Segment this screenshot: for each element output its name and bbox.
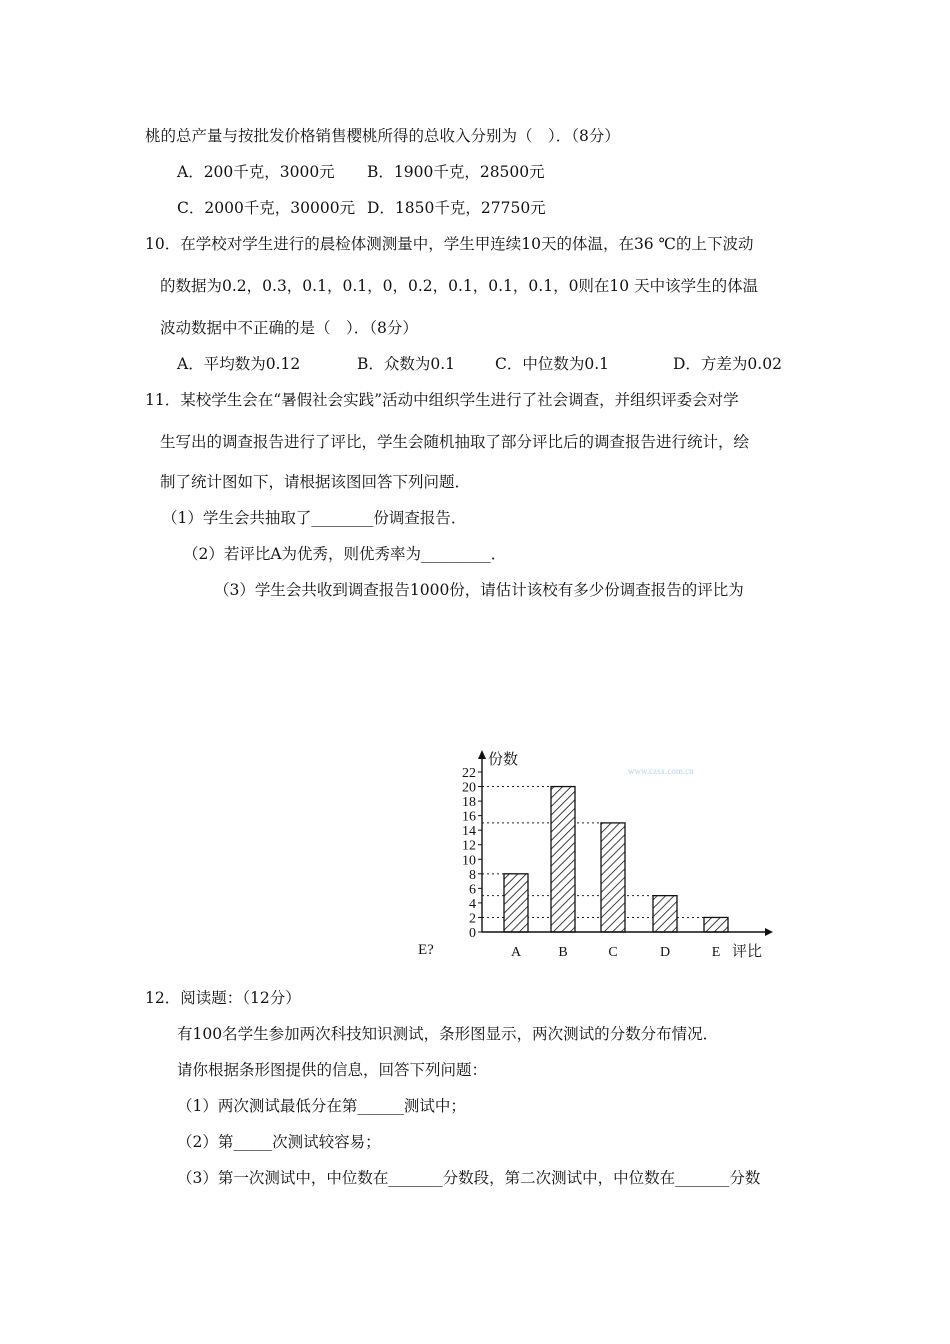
q12-heading: 12．阅读题：（12分）: [145, 989, 301, 1007]
q10-options-row: [177, 354, 782, 374]
y-tick-label-18: 18: [462, 795, 476, 811]
q9-option-a: A．200千克，3000元: [177, 163, 335, 181]
y-tick-label-14: 14: [462, 824, 476, 840]
x-tick-label-A: A: [510, 945, 522, 960]
watermark-text: www.czsx.com.cn: [628, 766, 694, 776]
q12-sub-question-3: （3）第一次测试中，中位数在_______分数段，第二次测试中，中位数在_______分数: [177, 1169, 761, 1187]
q11-stem-line-3: 制了统计图如下，请根据该图回答下列问题．: [160, 473, 471, 491]
y-tick-label-0: 0: [469, 926, 476, 941]
y-axis-label: 份数: [488, 752, 519, 768]
y-axis-arrow: [478, 750, 486, 759]
q11-sub-question-2: （2）若评比A为优秀，则优秀率为_________．: [183, 545, 507, 563]
x-tick-label-D: D: [659, 945, 671, 960]
q9-options-row-1: [177, 162, 545, 182]
y-tick-label-4: 4: [469, 896, 476, 912]
q11-sub-question-3: （3）学生会共收到调查报告1000份，请估计该校有多少份调查报告的评比为: [214, 581, 744, 599]
report-rating-bar-chart: [420, 742, 780, 967]
q9-options-row-2: [177, 198, 546, 218]
bar-E: [704, 917, 728, 932]
q12-sub-question-1: （1）两次测试最低分在第______测试中；: [177, 1097, 466, 1115]
bar-A: [504, 874, 528, 932]
bar-B: [551, 787, 575, 932]
q9-stem-line: 桃的总产量与按批发价格销售樱桃所得的总收入分别为（ ）．（8分）: [145, 127, 620, 145]
q10-stem-line-2: 的数据为0.2，0.3，0.1，0.1，0，0.2，0.1，0.1，0.1，0则在10 天中该学生的体温: [160, 277, 759, 295]
x-tick-label-E: E: [711, 945, 721, 960]
q11-stray-label: E?: [418, 942, 434, 958]
q11-stem-line-1: 11．某校学生会在“暑假社会实践”活动中组织学生进行了社会调查，并组织评委会对学: [145, 391, 739, 409]
y-tick-label-2: 2: [469, 911, 476, 927]
q10-option-b: B．众数为0.1: [357, 355, 456, 373]
x-tick-label-C: C: [608, 945, 618, 960]
x-axis-arrow: [765, 928, 773, 936]
q12-stem-line-2: 请你根据条形图提供的信息，回答下列问题：: [177, 1061, 488, 1079]
y-tick-label-8: 8: [469, 867, 476, 883]
y-tick-label-16: 16: [462, 809, 476, 825]
x-tick-label-B: B: [558, 945, 568, 960]
q9-option-b: B．1900千克，28500元: [367, 163, 545, 181]
y-tick-label-10: 10: [462, 853, 476, 869]
q10-stem-line-3: 波动数据中不正确的是（ ）．（8分）: [160, 319, 418, 337]
y-tick-label-12: 12: [462, 838, 476, 854]
q12-sub-question-2: （2）第_____次测试较容易；: [177, 1133, 381, 1151]
y-tick-label-6: 6: [469, 882, 476, 898]
q12-stem-line-1: 有100名学生参加两次科技知识测试，条形图显示，两次测试的分数分布情况．: [177, 1025, 719, 1043]
q11-stem-line-2: 生写出的调查报告进行了评比，学生会随机抽取了部分评比后的调查报告进行统计，绘: [160, 433, 750, 451]
bar-C: [601, 823, 625, 932]
q10-option-d: D．方差为0.02: [673, 355, 782, 373]
y-tick-label-22: 22: [462, 766, 476, 781]
q10-option-a: A．平均数为0.12: [177, 355, 301, 373]
x-axis-label: 评比: [732, 944, 763, 960]
q10-stem-line-1: 10．在学校对学生进行的晨检体测测量中，学生甲连续10天的体温，在36 ℃的上下波动: [145, 235, 754, 253]
q9-option-c: C．2000千克，30000元: [177, 199, 356, 217]
q9-option-d: D．1850千克，27750元: [367, 199, 546, 217]
y-tick-label-20: 20: [462, 780, 476, 796]
q10-option-c: C．中位数为0.1: [495, 355, 610, 373]
q11-sub-question-1: （1）学生会共抽取了________份调查报告．: [162, 509, 467, 527]
bar-D: [653, 896, 677, 932]
